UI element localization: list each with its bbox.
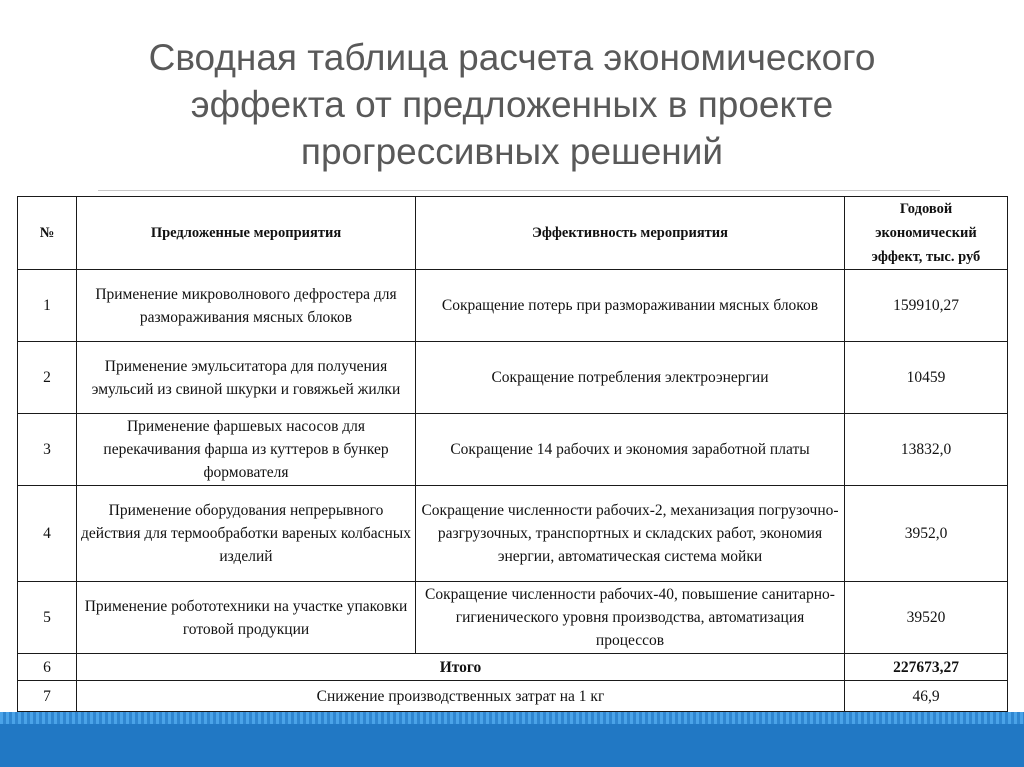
row-effect: 39520 [845,582,1008,654]
row-num: 2 [18,342,77,414]
table-row [18,582,1008,654]
header-num: № [18,197,77,270]
slide-title-line-3: прогрессивных решений [300,131,724,172]
total-num: 6 [18,654,77,681]
row-num: 5 [18,582,77,654]
row-efficiency: Сокращение 14 рабочих и экономия заработной платы [416,414,845,486]
row-num: 1 [18,270,77,342]
row-efficiency: Сокращение потребления электроэнергии [416,342,845,414]
economic-effect-table [17,196,1008,712]
slide-title-line-1: Сводная таблица расчета экономического [148,37,876,78]
row-measure: Применение оборудования непрерывного действия для термообработки вареных колбасных изделий [77,486,416,582]
row-effect: 3952,0 [845,486,1008,582]
table-row [18,270,1008,342]
row-efficiency: Сокращение численности рабочих-2, механизация погрузочно-разгрузочных, транспортных и складских работ, экономия энергии, автоматическая система мойки [416,486,845,582]
slide-title-line-2: эффекта от предложенных в проекте [190,84,834,125]
row-measure: Применение эмульситатора для получения эмульсий из свиной шкурки и говяжьей жилки [77,342,416,414]
table-row [18,414,1008,486]
total-effect: 227673,27 [845,654,1008,681]
header-annual-effect [845,197,1008,270]
row-efficiency: Сокращение потерь при размораживании мясных блоков [416,270,845,342]
reduction-label: Снижение производственных затрат на 1 кг [77,681,845,712]
table-header-row [18,197,1008,270]
table-row [18,486,1008,582]
table-row [18,342,1008,414]
header-measures: Предложенные мероприятия [77,197,416,270]
header-annual-effect-line-3: эффект, тыс. руб [871,249,981,265]
header-efficiency: Эффективность мероприятия [416,197,845,270]
row-measure: Применение фаршевых насосов для перекачивания фарша из куттеров в бункер формователя [77,414,416,486]
total-label: Итого [77,654,845,681]
row-efficiency: Сокращение численности рабочих-40, повышение санитарно-гигиенического уровня производства, автоматизация процессов [416,582,845,654]
cost-reduction-row [18,681,1008,712]
row-effect: 13832,0 [845,414,1008,486]
title-divider [98,190,940,191]
row-measure: Применение микроволнового дефростера для размораживания мясных блоков [77,270,416,342]
reduction-num: 7 [18,681,77,712]
row-num: 4 [18,486,77,582]
row-measure: Применение робототехники на участке упаковки готовой продукции [77,582,416,654]
footer-stripe [0,712,1024,724]
row-num: 3 [18,414,77,486]
reduction-effect: 46,9 [845,681,1008,712]
header-annual-effect-line-2: экономический [875,225,977,241]
slide-title [60,34,964,175]
header-annual-effect-line-1: Годовой [899,201,953,217]
row-effect: 159910,27 [845,270,1008,342]
row-effect: 10459 [845,342,1008,414]
total-row [18,654,1008,681]
footer-bar [0,712,1024,767]
